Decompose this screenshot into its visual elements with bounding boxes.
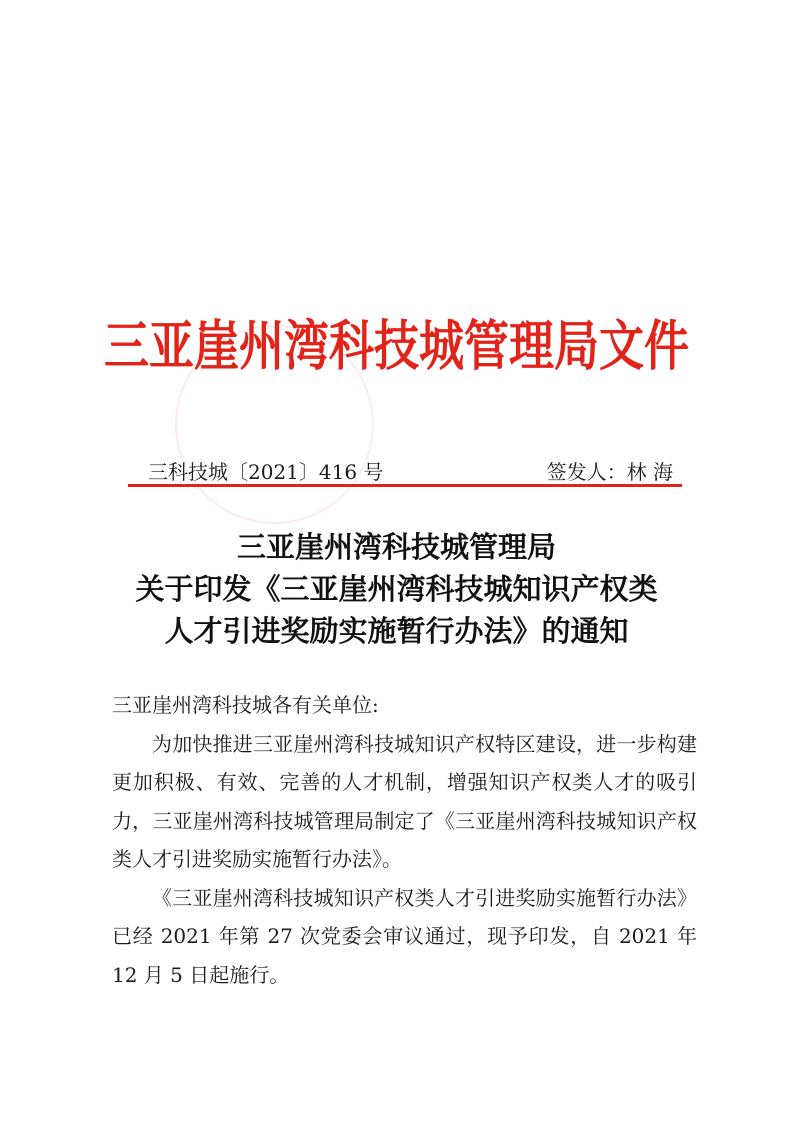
signer: 签发人：林 海 bbox=[546, 460, 673, 484]
title-line: 三亚崖州湾科技城管理局 bbox=[236, 530, 556, 564]
document-number: 三科技城〔2021〕416 号 bbox=[148, 460, 384, 484]
document-title bbox=[0, 526, 793, 652]
title-line: 人才引进奖励实施暂行办法》的通知 bbox=[164, 614, 629, 648]
body-paragraph: 《三亚崖州湾科技城知识产权类人才引进奖励实施暂行办法》已经 2021 年第 27 次党委会审议通过，现予印发，自 2021 年 12 月 5 日起施行。 bbox=[112, 885, 697, 987]
title-line: 关于印发《三亚崖州湾科技城知识产权类 bbox=[135, 572, 658, 606]
salutation: 三亚崖州湾科技城各有关单位: bbox=[112, 693, 379, 717]
red-divider-line bbox=[128, 484, 682, 487]
document-info-line bbox=[128, 456, 678, 486]
document-body bbox=[112, 686, 697, 994]
masthead-title: 三亚崖州湾科技城管理局文件 bbox=[103, 314, 689, 378]
body-paragraph: 为加快推进三亚崖州湾科技城知识产权特区建设，进一步构建更加积极、有效、完善的人才机制，增强知识产权类人才的吸引力，三亚崖州湾科技城管理局制定了《三亚崖州湾科技城知识产权类人才引进奖励实施暂行办法》。 bbox=[112, 731, 697, 871]
